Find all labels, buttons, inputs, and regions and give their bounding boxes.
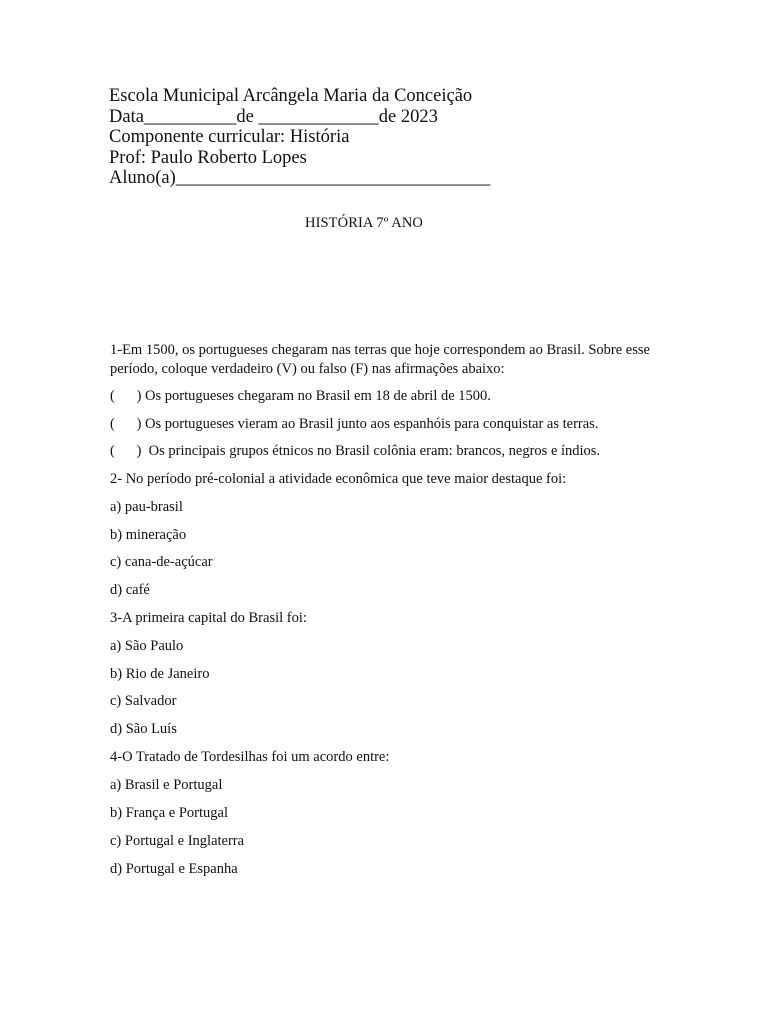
teacher-line: Prof: Paulo Roberto Lopes: [109, 147, 307, 168]
question-2-option: d) café: [110, 582, 150, 598]
question-3-option: d) São Luís: [110, 721, 177, 737]
document-header: [109, 86, 490, 189]
school-name: Escola Municipal Arcângela Maria da Conceição: [109, 86, 473, 106]
question-3-option: a) São Paulo: [110, 638, 184, 654]
date-line: Data__________de _____________de 2023: [109, 106, 438, 127]
question-3-prompt: 3-A primeira capital do Brasil foi:: [110, 610, 307, 626]
question-1-item: ( ) Os principais grupos étnicos no Brasil colônia eram: brancos, negros e índios.: [110, 443, 601, 459]
question-4-option: d) Portugal e Espanha: [110, 861, 238, 877]
question-1-item: ( ) Os portugueses chegaram no Brasil em 18 de abril de 1500.: [110, 388, 491, 404]
question-2-option: a) pau-brasil: [110, 499, 183, 515]
question-1-item: ( ) Os portugueses vieram ao Brasil junto aos espanhóis para conquistar as terras.: [110, 416, 599, 432]
question-1-prompt: 1-Em 1500, os portugueses chegaram nas terras que hoje correspondem ao Brasil. Sobre esse período, coloque verdadeiro (V) ou falso (F) nas afirmações abaixo:: [110, 342, 650, 377]
question-3-option: c) Salvador: [110, 693, 177, 709]
question-4-option: b) França e Portugal: [110, 805, 228, 821]
question-2-option: b) mineração: [110, 527, 187, 543]
question-3-option: b) Rio de Janeiro: [110, 666, 210, 682]
question-4-option: a) Brasil e Portugal: [110, 777, 223, 793]
question-4-option: c) Portugal e Inglaterra: [110, 833, 245, 849]
document-title: HISTÓRIA 7º ANO: [305, 215, 423, 231]
question-2-option: c) cana-de-açúcar: [110, 554, 213, 570]
student-line: Aluno(a)__________________________________: [109, 168, 491, 188]
question-2-prompt: 2- No período pré-colonial a atividade econômica que teve maior destaque foi:: [110, 471, 567, 487]
subject-line: Componente curricular: História: [109, 127, 350, 147]
question-4-prompt: 4-O Tratado de Tordesilhas foi um acordo entre:: [110, 749, 390, 765]
